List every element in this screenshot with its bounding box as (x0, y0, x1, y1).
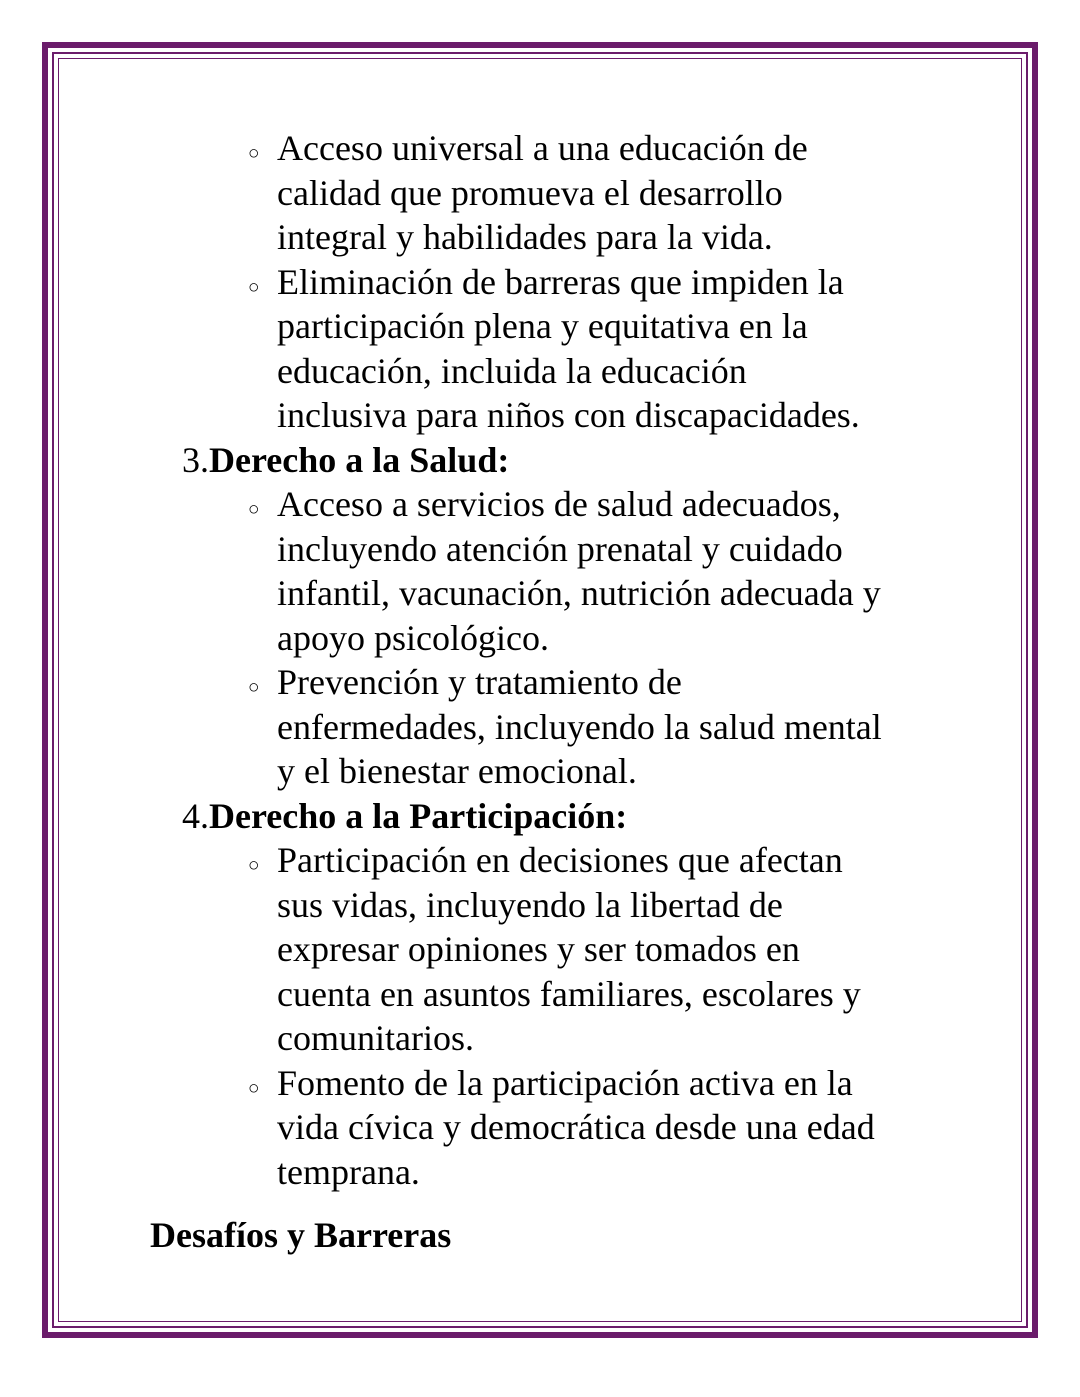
list-item-text-line: inclusiva para niños con discapacidades. (277, 395, 860, 435)
hollow-circle-icon: ○ (248, 855, 260, 876)
list-item-text-line: apoyo psicológico. (277, 617, 549, 658)
heading-number: 4. (182, 795, 209, 836)
list-item-text-line: calidad que promueva el desarrollo (277, 172, 783, 213)
list-item-text-line: Acceso a servicios de salud adecuados, (277, 484, 841, 524)
list-item-text-line: incluyendo atención prenatal y cuidado (277, 528, 843, 569)
list-item-text-line: Participación en decisiones que afectan (277, 840, 843, 880)
list-item (0, 1061, 1080, 1195)
list-item-text-line: Prevención y tratamiento de (277, 662, 682, 702)
list-item-text-line: Fomento de la participación activa en la (277, 1062, 853, 1103)
list-item (0, 482, 1080, 660)
numbered-heading (0, 794, 1080, 839)
list-item-text-line: participación plena y equitativa en la (277, 306, 808, 346)
list-item (0, 660, 1080, 794)
list-item-text-line: temprana. (277, 1151, 420, 1192)
hollow-circle-icon: ○ (248, 1077, 260, 1099)
list-item-text-line: integral y habilidades para la vida. (277, 217, 773, 257)
heading-text: Derecho a la Salud: (209, 439, 510, 480)
hollow-circle-icon: ○ (248, 276, 260, 298)
list-item (0, 126, 1080, 260)
list-item-text-line: infantil, vacunación, nutrición adecuada y (277, 573, 881, 613)
hollow-circle-icon: ○ (248, 499, 260, 520)
heading-text: Derecho a la Participación: (209, 795, 628, 836)
list-item-text-line: enfermedades, incluyendo la salud mental (277, 706, 882, 747)
list-item-text-line: sus vidas, incluyendo la libertad de (277, 884, 783, 925)
section-title: Desafíos y Barreras (150, 1215, 452, 1255)
list-item (0, 260, 1080, 438)
list-item-text-line: expresar opiniones y ser tomados en (277, 929, 800, 969)
list-item (0, 838, 1080, 1061)
list-item-text-line: cuenta en asuntos familiares, escolares y (277, 973, 861, 1014)
numbered-heading (0, 438, 1080, 483)
hollow-circle-icon: ○ (248, 677, 260, 698)
list-item-text-line: comunitarios. (277, 1018, 474, 1058)
list-item-text-line: educación, incluida la educación (277, 350, 747, 391)
hollow-circle-icon: ○ (248, 143, 260, 164)
list-item-text-line: vida cívica y democrática desde una edad (277, 1107, 875, 1147)
heading-number: 3. (182, 439, 209, 480)
list-item-text-line: Eliminación de barreras que impiden la (277, 261, 844, 302)
list-item-text-line: Acceso universal a una educación de (277, 128, 808, 168)
document-body (0, 126, 1080, 1194)
list-item-text-line: y el bienestar emocional. (277, 751, 637, 791)
